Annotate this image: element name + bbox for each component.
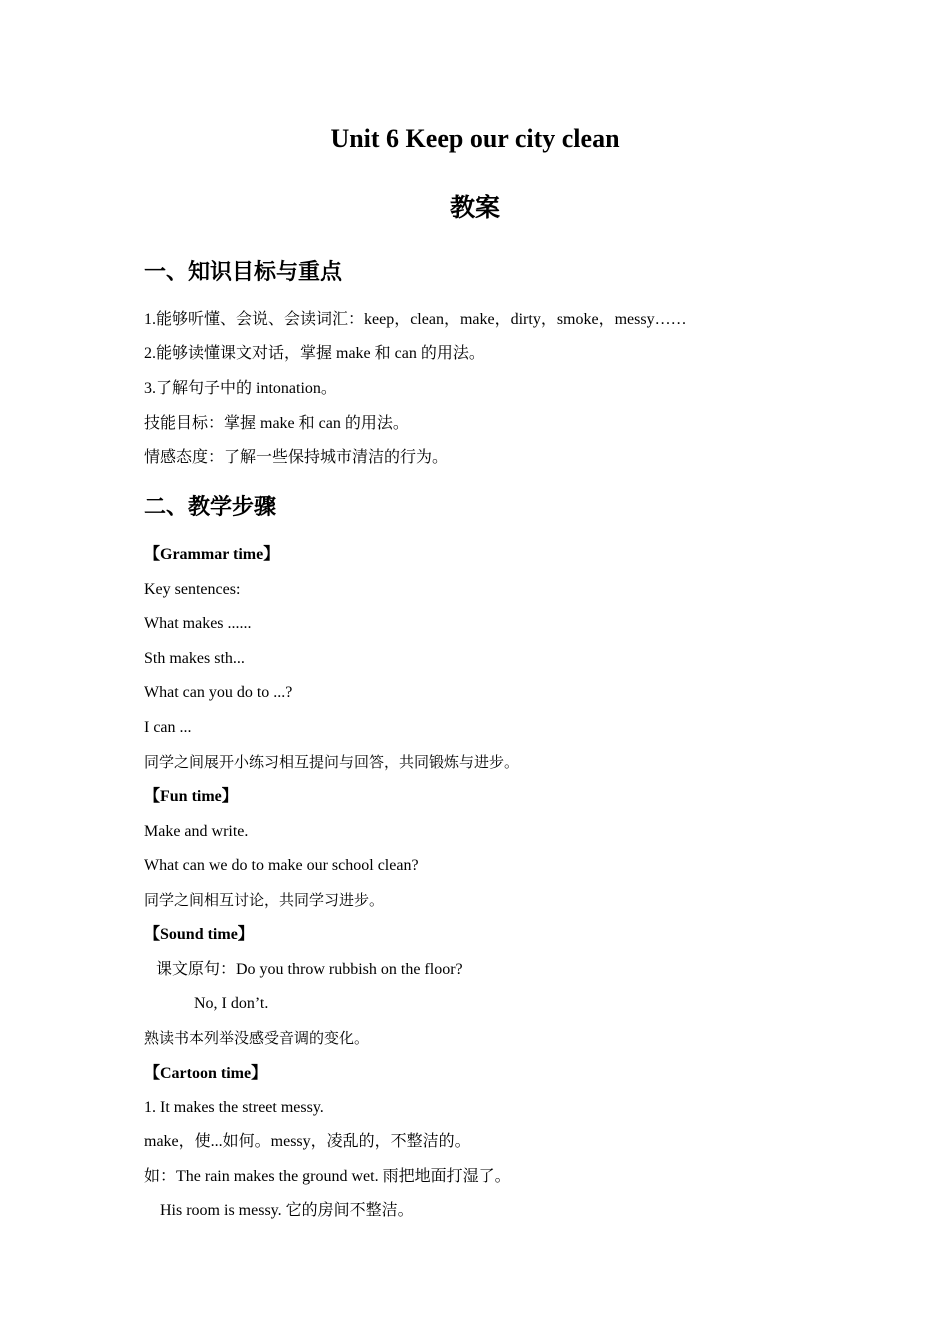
objective-line: 技能目标：掌握 make 和 can 的用法。 bbox=[144, 415, 409, 432]
fun-line: Make and write. bbox=[144, 823, 249, 840]
grammar-line: Sth makes sth... bbox=[144, 650, 245, 667]
sound-line: No, I don’t. bbox=[194, 995, 269, 1012]
cartoon-time-label: 【Cartoon time】 bbox=[144, 1065, 268, 1082]
fun-line: What can we do to make our school clean? bbox=[144, 857, 419, 874]
document-subtitle: 教案 bbox=[449, 193, 500, 222]
objective-line: 2.能够读懂课文对话，掌握 make 和 can 的用法。 bbox=[144, 345, 485, 362]
grammar-line: Key sentences: bbox=[144, 581, 241, 598]
fun-line: 同学之间相互讨论，共同学习进步。 bbox=[144, 891, 385, 909]
section-heading-steps: 二、教学步骤 bbox=[144, 495, 277, 520]
cartoon-line: His room is messy. 它的房间不整洁。 bbox=[160, 1202, 414, 1219]
cartoon-line: 如：The rain makes the ground wet. 雨把地面打湿了。 bbox=[144, 1168, 511, 1185]
sound-line: 熟读书本列举没感受音调的变化。 bbox=[144, 1029, 370, 1047]
grammar-time-label: 【Grammar time】 bbox=[144, 546, 280, 563]
document-title: Unit 6 Keep our city clean bbox=[330, 124, 620, 153]
objective-line: 1.能够听懂、会说、会读词汇：keep，clean，make，dirty，smoke，messy…… bbox=[144, 311, 687, 328]
grammar-line: What can you do to ...? bbox=[144, 684, 293, 701]
grammar-line: What makes ...... bbox=[144, 615, 252, 632]
sound-time-label: 【Sound time】 bbox=[144, 926, 254, 943]
grammar-line: I can ... bbox=[144, 719, 192, 736]
objective-line: 3.了解句子中的 intonation。 bbox=[144, 380, 337, 397]
fun-time-label: 【Fun time】 bbox=[144, 788, 238, 805]
cartoon-line: make，使...如何。messy，凌乱的，不整洁的。 bbox=[144, 1133, 471, 1150]
section-heading-objectives: 一、知识目标与重点 bbox=[144, 260, 343, 285]
objective-line: 情感态度：了解一些保持城市清洁的行为。 bbox=[144, 449, 449, 466]
sound-line: 课文原句：Do you throw rubbish on the floor? bbox=[156, 961, 463, 978]
grammar-line: 同学之间展开小练习相互提问与回答，共同锻炼与进步。 bbox=[144, 753, 520, 771]
cartoon-line: 1. It makes the street messy. bbox=[144, 1099, 324, 1116]
